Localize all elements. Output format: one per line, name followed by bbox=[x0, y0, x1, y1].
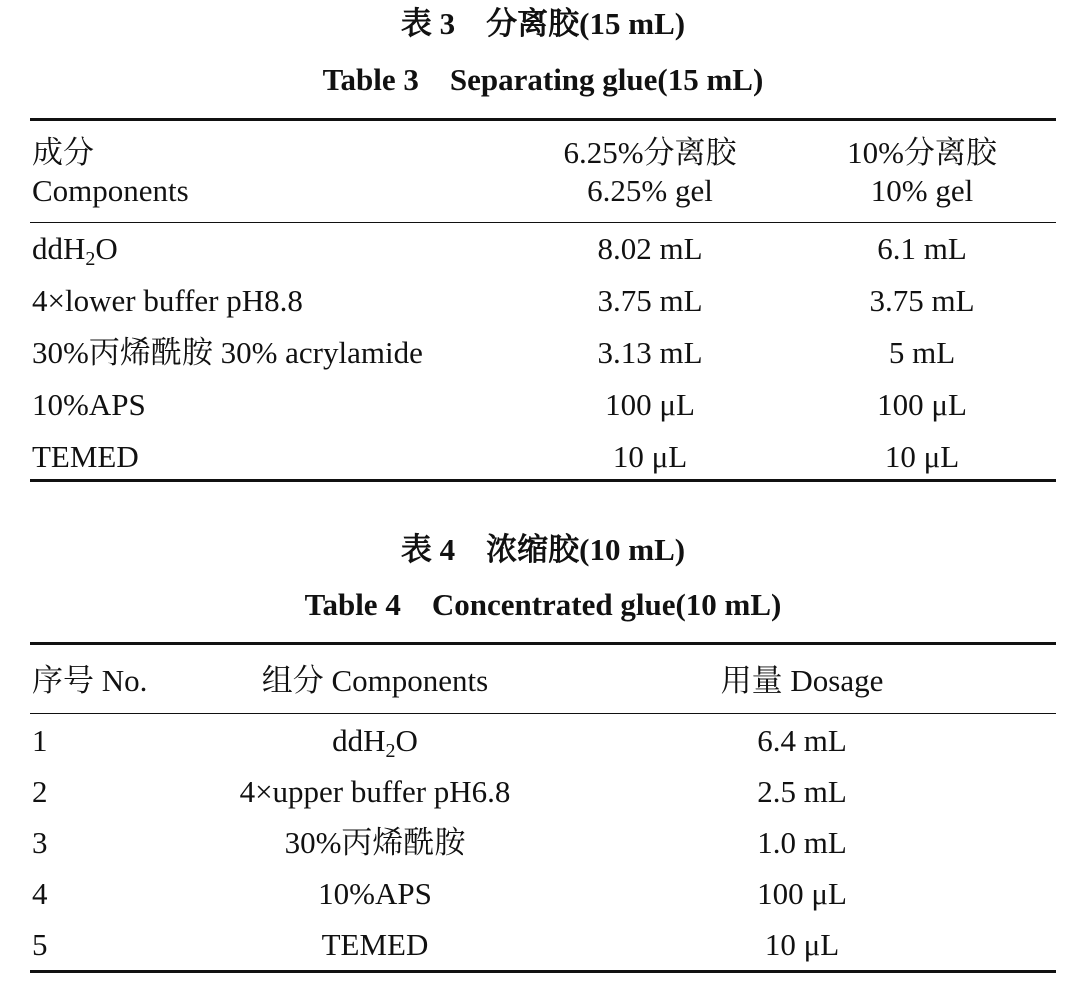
table3-row4-10: 100 μL bbox=[877, 387, 967, 422]
table3-row3-10: 5 mL bbox=[888, 335, 956, 370]
table3-top-rule bbox=[30, 118, 1056, 121]
table4-row4-dosage: 100 μL bbox=[757, 876, 847, 911]
table3-bottom-rule bbox=[30, 479, 1056, 482]
table3-row5-component: TEMED bbox=[32, 439, 139, 474]
table4-header-components: 组分 Components bbox=[261, 663, 489, 698]
table3-row5-10: 10 μL bbox=[884, 439, 960, 474]
table3-header-10-cn: 10%分离胶 bbox=[847, 135, 997, 170]
table4-header-rule bbox=[30, 713, 1056, 714]
table4-row5-no: 5 bbox=[32, 927, 48, 962]
table4-header-no: 序号 No. bbox=[32, 663, 148, 698]
table3-header-10-en: 10% gel bbox=[870, 173, 974, 208]
table4-row3-dosage: 1.0 mL bbox=[757, 825, 847, 860]
table3-row5-625: 10 μL bbox=[612, 439, 688, 474]
table3-row3-component: 30%丙烯酰胺 30% acrylamide bbox=[32, 335, 423, 370]
table4-row1-component: ddH$_2$O bbox=[332, 723, 418, 762]
table3-row1-component: ddH$_2$O bbox=[32, 231, 118, 270]
table3-header-rule bbox=[30, 222, 1056, 223]
table4-row3-no: 3 bbox=[32, 825, 48, 860]
table4-row1-dosage: 6.4 mL bbox=[757, 723, 847, 758]
table4-top-rule bbox=[30, 642, 1056, 645]
table3-row1-625: 8.02 mL bbox=[597, 231, 703, 266]
table3-row4-625: 100 μL bbox=[605, 387, 695, 422]
table3-row2-10: 3.75 mL bbox=[869, 283, 975, 318]
table4-row1-no: 1 bbox=[32, 723, 48, 758]
table3-caption-en: Table 3 Separating glue(15 mL) bbox=[322, 62, 764, 97]
table4-row2-no: 2 bbox=[32, 774, 48, 809]
table3-row2-625: 3.75 mL bbox=[597, 283, 703, 318]
table3-row1-10: 6.1 mL bbox=[877, 231, 967, 266]
table4-row4-no: 4 bbox=[32, 876, 48, 911]
table4-caption-en: Table 4 Concentrated glue(10 mL) bbox=[304, 587, 782, 622]
table3-header-components-cn: 成分 bbox=[32, 135, 94, 170]
table4-caption-cn: 表 4 浓缩胶(10 mL) bbox=[400, 532, 686, 567]
table3-row4-component: 10%APS bbox=[32, 387, 146, 422]
table4-row2-component: 4×upper buffer pH6.8 bbox=[239, 774, 511, 809]
table4-bottom-rule bbox=[30, 970, 1056, 973]
table4-row2-dosage: 2.5 mL bbox=[757, 774, 847, 809]
table3-row3-625: 3.13 mL bbox=[597, 335, 703, 370]
table4-row4-component: 10%APS bbox=[318, 876, 432, 911]
table3-header-components-en: Components bbox=[32, 173, 189, 208]
table3-header-625-cn: 6.25%分离胶 bbox=[563, 135, 737, 170]
table4-row5-component: TEMED bbox=[321, 927, 429, 962]
table3-header-625-en: 6.25% gel bbox=[587, 173, 713, 208]
table3-caption-cn: 表 3 分离胶(15 mL) bbox=[400, 6, 686, 41]
table3-row2-component: 4×lower buffer pH8.8 bbox=[32, 283, 303, 318]
table4-row3-component: 30%丙烯酰胺 bbox=[284, 825, 466, 860]
table4-row5-dosage: 10 μL bbox=[764, 927, 840, 962]
table4-header-dosage: 用量 Dosage bbox=[720, 663, 884, 698]
